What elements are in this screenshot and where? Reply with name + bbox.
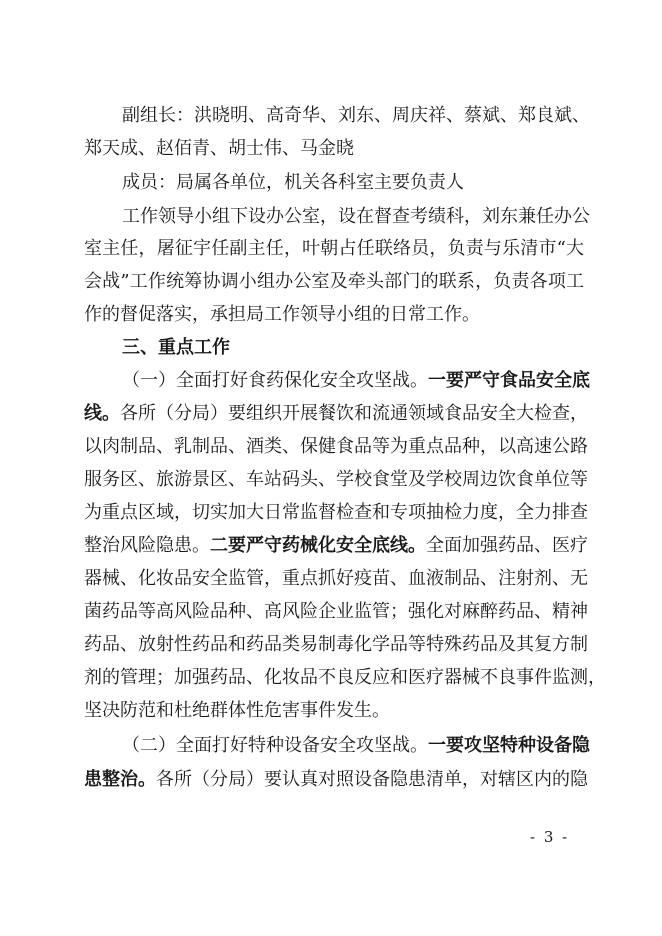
text-run: 会战”工作统筹协调小组办公室及牵头部门的联系，负责各项工: [84, 271, 584, 292]
emphasis-run: 二要严守药械化安全底线。: [210, 535, 426, 556]
food-drug-paragraph-line-8: [84, 601, 588, 623]
food-drug-paragraph-line-3: [84, 436, 588, 458]
text-run: 药品、放射性药品和药品类易制毒化学品等特殊药品及其复方制: [84, 634, 588, 655]
emphasis-run: 一要攻坚特种设备隐: [428, 735, 590, 756]
text-run: （二）全面打好特种设备安全攻坚战。: [122, 735, 428, 756]
text-run: 郑天成、赵佰青、胡士伟、马金晓: [84, 138, 354, 159]
text-run: 坚决防范和杜绝群体性危害事件发生。: [84, 700, 390, 721]
text-run: 服务区、旅游景区、车站码头、学校食堂及学校周边饮食单位等: [84, 469, 588, 490]
emphasis-run: 患整治。: [84, 769, 156, 790]
text-run: 器械、化妆品安全监管，重点抓好疫苗、血液制品、注射剂、无: [84, 568, 588, 589]
food-drug-paragraph-line-4: [84, 469, 588, 491]
office-paragraph-line-4: [84, 304, 584, 326]
text-run: （一）全面打好食药保化安全攻坚战。: [122, 370, 428, 391]
food-drug-paragraph-line-11: [84, 700, 584, 722]
special-equipment-paragraph-line-1: [122, 735, 590, 757]
deputy-leaders-line-2: [84, 138, 584, 160]
text-run: 副组长：洪晓明、高奇华、刘东、周庆祥、蔡斌、郑良斌、: [122, 105, 590, 126]
office-paragraph-line-3: [84, 271, 584, 293]
food-drug-paragraph-line-1: [122, 370, 590, 392]
emphasis-run: 一要严守食品安全底: [428, 370, 590, 391]
food-drug-paragraph-line-9: [84, 634, 588, 656]
text-run: 成员：局属各单位，机关各科室主要负责人: [122, 172, 464, 193]
emphasis-run: 线。: [84, 403, 120, 424]
food-drug-paragraph-line-10: [84, 667, 606, 689]
food-drug-paragraph-line-6: [84, 535, 588, 557]
text-run: 以肉制品、乳制品、酒类、保健食品等为重点品种，以高速公路: [84, 436, 588, 457]
office-paragraph-line-1: [122, 206, 590, 228]
text-run: 各所（分局）要认真对照设备隐患清单，对辖区内的隐: [156, 769, 588, 790]
food-drug-paragraph-line-5: [84, 502, 588, 524]
text-run: 室主任，屠征宇任副主任，叶朝占任联络员，负责与乐清市“大: [84, 238, 584, 259]
text-run: 整治风险隐患。: [84, 535, 210, 556]
text-run: 全面加强药品、医疗: [426, 535, 588, 556]
food-drug-paragraph-line-2: [84, 403, 588, 425]
text-run: 各所（分局）要组织开展餐饮和流通领域食品安全大检查，: [120, 403, 588, 424]
special-equipment-paragraph-line-2: [84, 769, 588, 791]
food-drug-paragraph-line-7: [84, 568, 588, 590]
page-number: - 3 -: [530, 828, 570, 846]
text-run: 菌药品等高风险品种、高风险企业监管；强化对麻醉药品、精神: [84, 601, 588, 622]
text-run: 三、重点工作: [122, 337, 230, 358]
members-line: [122, 172, 584, 194]
text-run: 剂的管理；加强药品、化妆品不良反应和医疗器械不良事件监测，: [84, 667, 606, 688]
deputy-leaders-line-1: [122, 105, 590, 127]
text-run: 作的督促落实，承担局工作领导小组的日常工作。: [84, 304, 480, 325]
text-run: 工作领导小组下设办公室，设在督查考绩科，刘东兼任办公: [122, 206, 590, 227]
section-heading-key-work: [122, 337, 584, 359]
text-run: 为重点区域，切实加大日常监督检查和专项抽检力度，全力排查: [84, 502, 588, 523]
office-paragraph-line-2: [84, 238, 584, 260]
